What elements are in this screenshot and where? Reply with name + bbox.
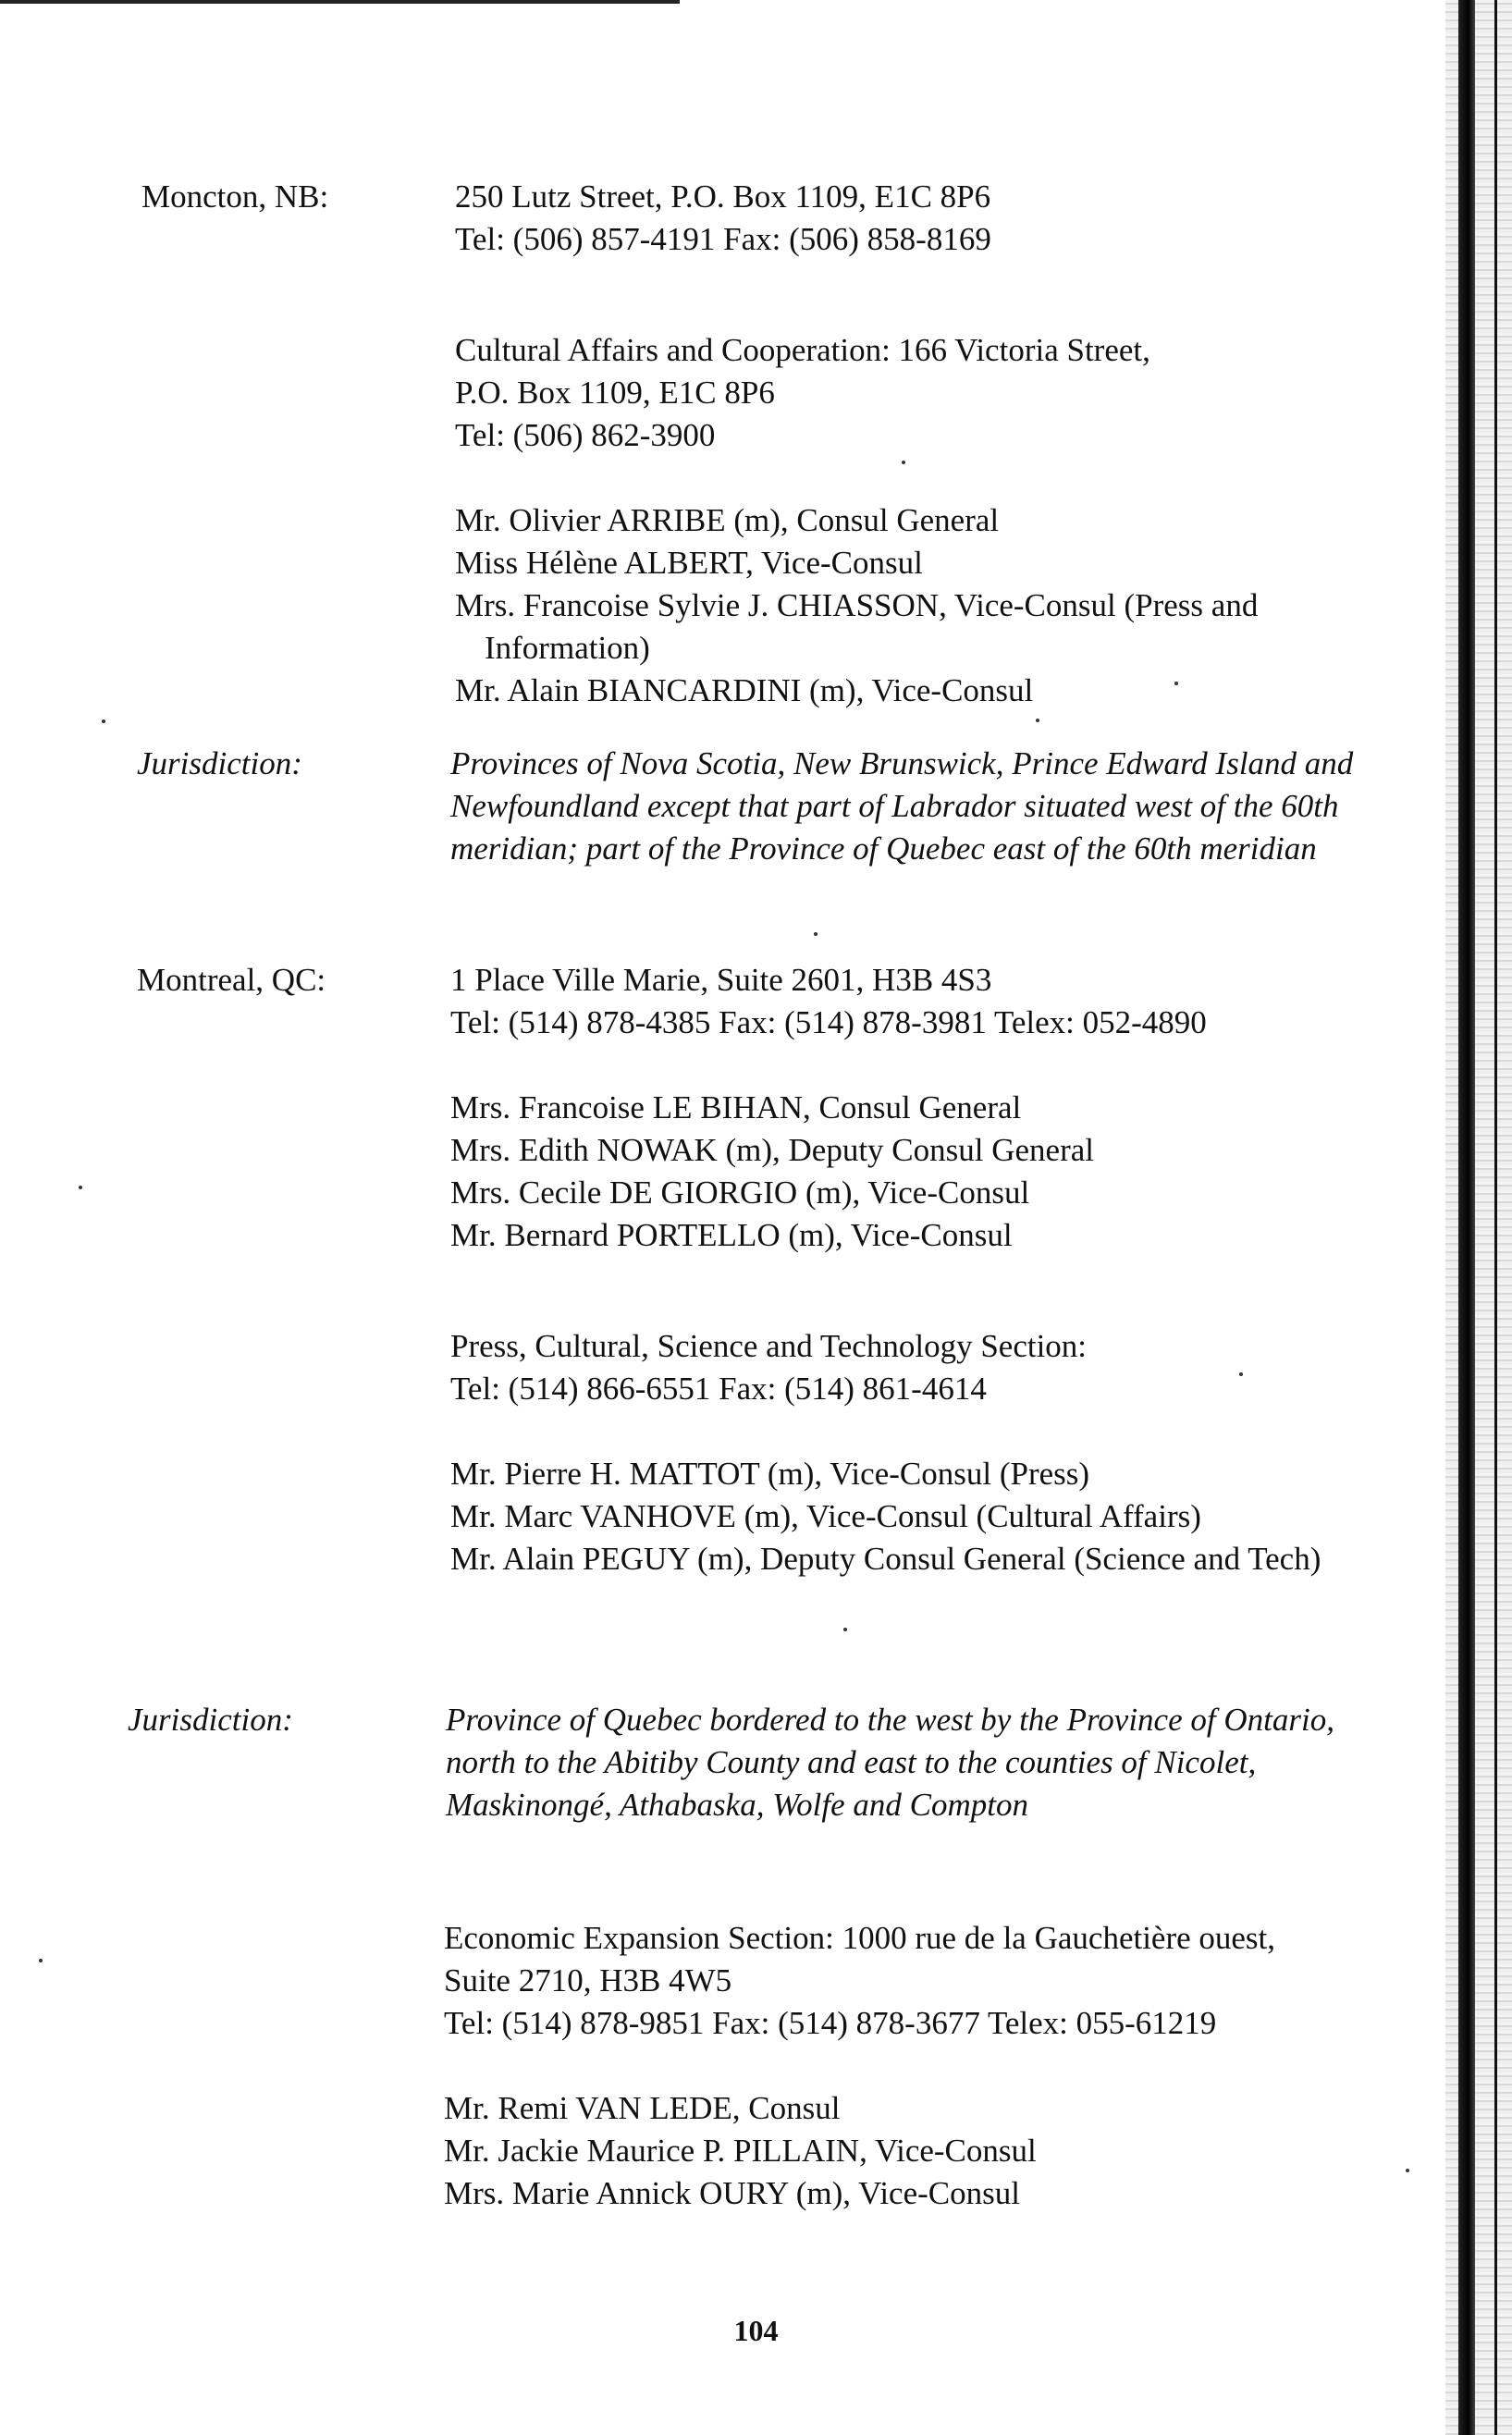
economic-block [444, 1917, 1415, 2215]
economic-line2: Suite 2710, H3B 4W5 [444, 1962, 732, 1998]
top-rule [0, 0, 680, 4]
press-phones: Tel: (514) 866-6551 Fax: (514) 861-4614 [450, 1371, 987, 1407]
montreal-label: Montreal, QC: [137, 962, 326, 998]
moncton-staff-1: Mr. Olivier ARRIBE (m), Consul General [455, 502, 1000, 538]
scan-speck [1036, 719, 1039, 722]
moncton-cultural-line2: P.O. Box 1109, E1C 8P6 [455, 375, 775, 411]
press-staff-3: Mr. Alain PEGUY (m), Deputy Consul General (Science and Tech) [450, 1541, 1321, 1577]
scan-speck [902, 461, 905, 464]
outer-edge [1494, 0, 1497, 2435]
binding-edge [1458, 0, 1475, 2435]
moncton-staff-2: Miss Hélène ALBERT, Vice-Consul [455, 545, 923, 581]
moncton-phones: Tel: (506) 857-4191 Fax: (506) 858-8169 [455, 221, 991, 257]
montreal-staff-4: Mr. Bernard PORTELLO (m), Vice-Consul [450, 1217, 1013, 1253]
scan-speck [1406, 2169, 1409, 2172]
montreal-jurisdiction-label: Jurisdiction: [128, 1702, 293, 1738]
economic-staff-3: Mrs. Marie Annick OURY (m), Vice-Consul [444, 2175, 1020, 2211]
scan-speck [1174, 682, 1178, 685]
moncton-label: Moncton, NB: [141, 178, 329, 215]
montreal-staff-3: Mrs. Cecile DE GIORGIO (m), Vice-Consul [450, 1174, 1030, 1211]
economic-phones: Tel: (514) 878-9851 Fax: (514) 878-3677 Telex: 055-61219 [444, 2005, 1217, 2041]
montreal-staff-1: Mrs. Francoise LE BIHAN, Consul General [450, 1089, 1022, 1125]
moncton-address: 250 Lutz Street, P.O. Box 1109, E1C 8P6 [455, 178, 991, 215]
press-section-title: Press, Cultural, Science and Technology Section: [450, 1328, 1088, 1364]
moncton-jurisdiction: Provinces of Nova Scotia, New Brunswick, Prince Edward Island and Newfoundland except that part of Labrador situated west of the 60th meridian; part of the Province of Quebec east of the 60th meridian [450, 745, 1354, 867]
scan-speck [843, 1628, 847, 1631]
montreal-staff-2: Mrs. Edith NOWAK (m), Deputy Consul General [450, 1132, 1095, 1168]
press-staff-1: Mr. Pierre H. MATTOT (m), Vice-Consul (Press) [450, 1456, 1090, 1492]
montreal-phones: Tel: (514) 878-4385 Fax: (514) 878-3981 Telex: 052-4890 [450, 1004, 1207, 1040]
economic-staff-1: Mr. Remi VAN LEDE, Consul [444, 2090, 841, 2126]
scan-speck [39, 1959, 43, 1962]
moncton-staff-3: Mrs. Francoise Sylvie J. CHIASSON, Vice-Consul (Press and Information) [455, 587, 1259, 666]
page-edge-shadow [1445, 0, 1512, 2435]
montreal-address: 1 Place Ville Marie, Suite 2601, H3B 4S3 [450, 962, 992, 998]
moncton-jurisdiction-label: Jurisdiction: [137, 745, 302, 781]
moncton-cultural-tel: Tel: (506) 862-3900 [455, 417, 716, 453]
scan-speck [814, 932, 817, 936]
scan-speck [79, 1186, 82, 1189]
moncton-cultural-line1: Cultural Affairs and Cooperation: 166 Victoria Street, [455, 332, 1150, 368]
scan-speck [102, 719, 105, 723]
press-staff-2: Mr. Marc VANHOVE (m), Vice-Consul (Cultural Affairs) [450, 1498, 1201, 1534]
montreal-jurisdiction: Province of Quebec bordered to the west by the Province of Ontario, north to the Abitiby County and east to the counties of Nicolet, Maskinongé, Athabaska, Wolfe and Compton [446, 1702, 1334, 1823]
economic-line1: Economic Expansion Section: 1000 rue de la Gauchetière ouest, [444, 1920, 1276, 1956]
page-number: 104 [733, 2314, 779, 2347]
montreal-block [450, 959, 1417, 1580]
moncton-block [455, 176, 1417, 712]
scan-speck [1239, 1372, 1243, 1376]
moncton-staff-4: Mr. Alain BIANCARDINI (m), Vice-Consul [455, 672, 1034, 708]
economic-staff-2: Mr. Jackie Maurice P. PILLAIN, Vice-Consul [444, 2133, 1037, 2169]
